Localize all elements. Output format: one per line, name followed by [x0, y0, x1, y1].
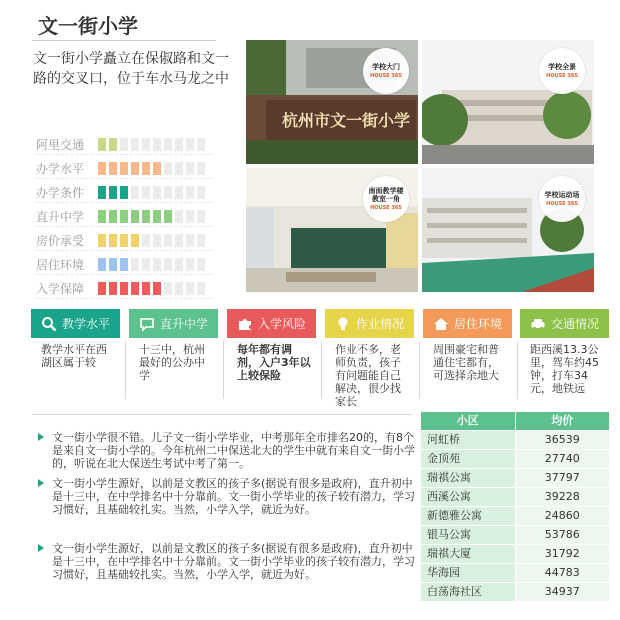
card-title: 作业情况: [355, 317, 404, 331]
title-divider: [32, 40, 216, 41]
bullet-icon: [38, 433, 44, 441]
rating-cell: [197, 186, 205, 199]
house365-logo: HOUSE 365: [546, 73, 578, 79]
table-row: [421, 583, 609, 601]
rating-bar: [98, 138, 205, 151]
table-row: [421, 545, 609, 563]
rating-cell: [120, 258, 128, 271]
rating-cell: [120, 162, 128, 175]
rating-cell: [142, 210, 150, 223]
puzzle-icon: [237, 316, 253, 332]
community-name: 河虹桥: [421, 431, 515, 449]
rating-cell: [142, 162, 150, 175]
rating-label: 直升中学: [36, 209, 85, 224]
table-row: [421, 488, 609, 506]
rating-cell: [164, 258, 172, 271]
photo-sports-field[interactable]: [422, 168, 594, 292]
rating-cell: [98, 282, 106, 295]
rating-cell: [153, 138, 161, 151]
intro-text: 文一街小学矗立在保俶路和文一路的交叉口，位于车水马龙之中: [33, 51, 229, 87]
card-teaching-level: [31, 309, 120, 401]
photo-badge: 学校大门 HOUSE 365: [363, 48, 409, 94]
card-title: 直升中学: [159, 317, 208, 331]
rating-label: 阿里交通: [36, 137, 85, 152]
note-item: 文一街小学很不错。儿子文一街小学毕业，中考那年全市排名20的，有8个是来自文一街小学的。今年杭州二中保送北大的学生中就有来自文一街小学的，听说在北大保送生考试中考了第一。: [52, 431, 415, 470]
rating-cell: [120, 210, 128, 223]
average-price: 34937: [516, 583, 609, 601]
card-divider: [125, 341, 126, 399]
rating-divider: [36, 226, 212, 227]
photo-grid: [246, 40, 596, 292]
header-community: 小区: [421, 412, 515, 430]
rating-cell: [153, 282, 161, 295]
rating-row: [36, 180, 216, 204]
rating-row: [36, 204, 216, 228]
rating-cell: [175, 138, 183, 151]
header-avg-price: 均价: [516, 412, 610, 430]
average-price: 37797: [516, 469, 609, 487]
rating-label: 入学保障: [36, 281, 85, 296]
rating-label: 居住环境: [36, 257, 85, 272]
house365-logo: HOUSE 365: [370, 205, 402, 211]
rating-cell: [175, 234, 183, 247]
photo-school-panorama[interactable]: [422, 40, 594, 164]
rating-label: 房价承受: [36, 233, 85, 248]
community-name: 西溪公寓: [421, 488, 515, 506]
card-title: 居住环境: [453, 317, 502, 331]
card-divider: [419, 341, 420, 399]
rating-cell: [197, 210, 205, 223]
rating-bar: [98, 186, 205, 199]
rating-divider: [36, 298, 212, 299]
rating-cell: [175, 210, 183, 223]
rating-bar: [98, 234, 205, 247]
average-price: 31792: [516, 545, 609, 563]
rating-divider: [36, 274, 212, 275]
community-name: 白荡海社区: [421, 583, 515, 601]
average-price: 44783: [516, 564, 609, 582]
bullet-icon: [38, 479, 44, 487]
card-header[interactable]: [31, 309, 120, 338]
search-icon: [41, 316, 57, 332]
photo-badge: 学校全景 HOUSE 365: [539, 48, 585, 94]
ratings-panel: [36, 132, 216, 300]
average-price: 24860: [516, 507, 609, 525]
rating-divider: [36, 178, 212, 179]
community-name: 瑞祺公寓: [421, 469, 515, 487]
rating-cell: [186, 282, 194, 295]
photo-school-gate[interactable]: [246, 40, 418, 164]
rating-cell: [175, 282, 183, 295]
rating-cell: [186, 162, 194, 175]
rating-cell: [98, 234, 106, 247]
rating-bar: [98, 210, 205, 223]
rating-cell: [186, 258, 194, 271]
table-row: [421, 431, 609, 449]
rating-cell: [164, 282, 172, 295]
rating-cell: [109, 210, 117, 223]
rating-divider: [36, 202, 212, 203]
card-text: 周围豪宅和普通住宅都有，可选择余地大: [433, 343, 499, 382]
rating-cell: [153, 258, 161, 271]
rating-cell: [164, 162, 172, 175]
page-title: 文一街小学: [38, 14, 138, 38]
rating-cell: [98, 258, 106, 271]
card-title: 教学水平: [61, 317, 110, 331]
bulb-icon: [335, 316, 351, 332]
rating-cell: [197, 138, 205, 151]
rating-row: [36, 276, 216, 300]
average-price: 36539: [516, 431, 609, 449]
rating-cell: [131, 234, 139, 247]
rating-cell: [175, 258, 183, 271]
card-text: 距西溪13.3公里，驾车约45钟，打车34元，地铁远: [530, 343, 599, 395]
card-header[interactable]: [325, 309, 414, 338]
rating-cell: [164, 186, 172, 199]
rating-cell: [153, 186, 161, 199]
photo-badge: 学校运动场 HOUSE 365: [539, 176, 585, 222]
card-transport: [520, 309, 609, 401]
card-header[interactable]: [520, 309, 609, 338]
rating-cell: [186, 210, 194, 223]
rating-cell: [164, 210, 172, 223]
card-header[interactable]: [129, 309, 218, 338]
house365-logo: HOUSE 365: [370, 73, 402, 79]
bullet-icon: [38, 544, 44, 552]
rating-bar: [98, 258, 205, 271]
card-divider: [517, 341, 518, 399]
rating-cell: [186, 186, 194, 199]
rating-cell: [142, 282, 150, 295]
rating-cell: [153, 162, 161, 175]
card-divider: [223, 341, 224, 399]
photo-classroom[interactable]: [246, 168, 418, 292]
rating-row: [36, 252, 216, 276]
table-header-row: [421, 412, 609, 430]
rating-cell: [109, 186, 117, 199]
card-text: 作业不多，老师负责，孩子有问题能自己解决，很少找家长: [335, 343, 401, 408]
rating-cell: [197, 234, 205, 247]
card-title: 交通情况: [550, 317, 599, 331]
rating-cell: [164, 234, 172, 247]
card-divider: [321, 341, 322, 399]
rating-cell: [186, 234, 194, 247]
rating-cell: [175, 186, 183, 199]
car-icon: [530, 316, 546, 332]
rating-cell: [98, 162, 106, 175]
rating-cell: [109, 162, 117, 175]
rating-cell: [131, 162, 139, 175]
rating-cell: [164, 138, 172, 151]
card-text: 十三中，杭州最好的公办中学: [139, 343, 205, 382]
table-row: [421, 507, 609, 525]
gate-sign-text: 杭州市文一街小学: [282, 111, 411, 130]
table-row: [421, 469, 609, 487]
rating-cell: [197, 282, 205, 295]
rating-cell: [142, 138, 150, 151]
table-row: [421, 450, 609, 468]
rating-cell: [197, 162, 205, 175]
house365-logo: HOUSE 365: [546, 201, 578, 207]
price-table: [421, 412, 609, 602]
rating-label: 办学水平: [36, 161, 85, 176]
card-living-environment: [423, 309, 512, 401]
community-name: 华海园: [421, 564, 515, 582]
rating-cell: [109, 138, 117, 151]
rating-cell: [109, 282, 117, 295]
rating-row: [36, 228, 216, 252]
note-item: 文一街小学生源好，以前是文教区的孩子多(据说有很多是政府)，直升初中是十三中，在中学排名中十分靠前。文一街小学毕业的孩子较有潜力，学习习惯好，且基础较扎实。当然，小学入学，就近为好。: [52, 477, 415, 516]
rating-row: [36, 156, 216, 180]
rating-cell: [120, 186, 128, 199]
rating-cell: [131, 258, 139, 271]
community-name: 银马公寓: [421, 526, 515, 544]
rating-cell: [98, 210, 106, 223]
card-text: 教学水平在西湖区属于较: [41, 343, 107, 369]
rating-cell: [131, 282, 139, 295]
rating-bar: [98, 162, 205, 175]
card-title: 入学风险: [257, 317, 306, 331]
card-text: 每年都有调剂，入户3年以上较保险: [237, 343, 311, 382]
rating-cell: [153, 210, 161, 223]
rating-cell: [142, 258, 150, 271]
community-name: 金顶苑: [421, 450, 515, 468]
rating-cell: [98, 138, 106, 151]
rating-cell: [120, 138, 128, 151]
rating-cell: [131, 186, 139, 199]
rating-cell: [153, 234, 161, 247]
rating-bar: [98, 282, 205, 295]
rating-cell: [142, 234, 150, 247]
community-name: 瑞祺大厦: [421, 545, 515, 563]
rating-cell: [120, 282, 128, 295]
card-homework: [325, 309, 414, 408]
rating-cell: [98, 186, 106, 199]
rating-cell: [109, 234, 117, 247]
photo-badge: 南面教学楼教室一角 HOUSE 365: [363, 176, 409, 222]
rating-row: [36, 132, 216, 156]
community-name: 新德雅公寓: [421, 507, 515, 525]
rating-cell: [131, 138, 139, 151]
card-header[interactable]: [227, 309, 316, 338]
house-icon: [433, 316, 449, 332]
rating-label: 办学条件: [36, 185, 85, 200]
rating-cell: [175, 162, 183, 175]
chat-bubble-icon: [139, 316, 155, 332]
rating-cell: [131, 210, 139, 223]
info-cards: [31, 309, 609, 408]
average-price: 27740: [516, 450, 609, 468]
average-price: 53786: [516, 526, 609, 544]
rating-cell: [197, 258, 205, 271]
table-row: [421, 526, 609, 544]
rating-cell: [120, 234, 128, 247]
average-price: 39228: [516, 488, 609, 506]
card-middle-school: [129, 309, 218, 401]
table-row: [421, 564, 609, 582]
rating-cell: [186, 138, 194, 151]
rating-cell: [109, 258, 117, 271]
note-item: 文一街小学生源好，以前是文教区的孩子多(据说有很多是政府)，直升初中是十三中，在中学排名中十分靠前。文一街小学毕业的孩子较有潜力，学习习惯好，且基础较扎实。当然，小学入学，就近为好。: [52, 542, 415, 581]
rating-divider: [36, 154, 212, 155]
notes-divider: [32, 414, 412, 415]
card-enrollment-risk: [227, 309, 316, 401]
card-header[interactable]: [423, 309, 512, 338]
rating-divider: [36, 250, 212, 251]
rating-cell: [142, 186, 150, 199]
